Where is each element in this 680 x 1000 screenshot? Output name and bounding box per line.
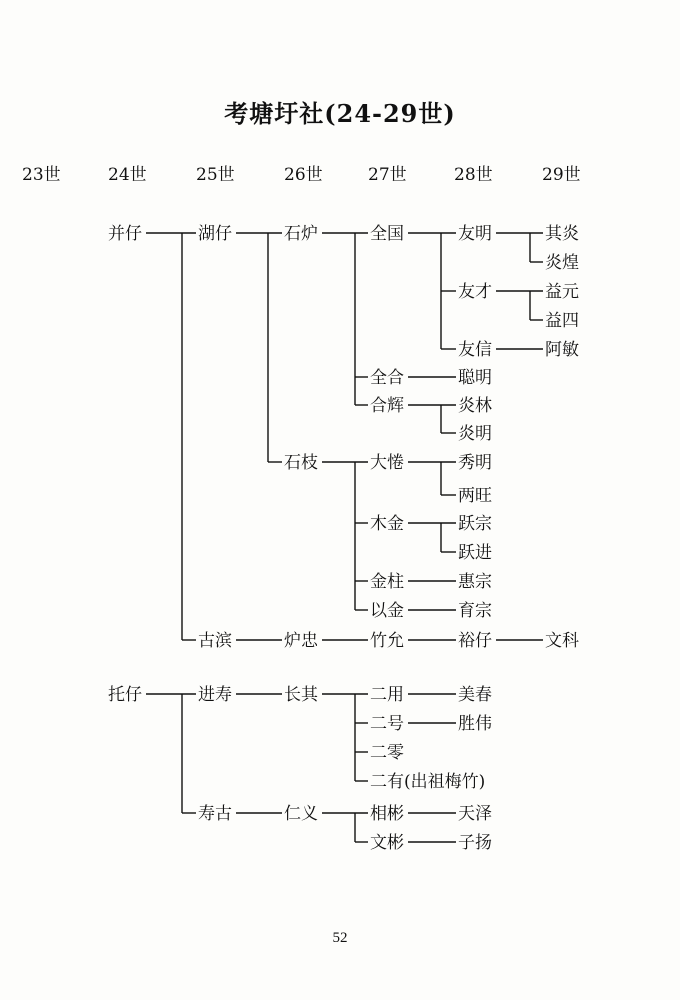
person-name: 益四 [545,311,579,331]
person-name: 胜伟 [458,714,492,734]
person-name: 裕仔 [458,631,492,651]
person-name: 石炉 [284,224,318,244]
generation-header: 24世 [108,165,147,185]
person-name: 益元 [545,282,579,302]
generation-header: 25世 [196,165,235,185]
person-name: 寿古 [198,804,232,824]
generation-header: 26世 [284,165,323,185]
generation-header: 23世 [22,165,61,185]
person-name: 仁义 [284,804,318,824]
person-name: 大惓 [370,453,404,473]
person-name: 友信 [458,340,492,360]
person-name: 文彬 [370,833,404,853]
person-name: 两旺 [458,486,492,506]
person-name: 惠宗 [458,572,492,592]
person-name: 竹允 [370,631,404,651]
person-name: 古滨 [198,631,232,651]
person-name: 炎明 [458,424,492,444]
generation-header: 29世 [542,165,581,185]
person-name: 子扬 [458,833,492,853]
person-name: 其炎 [545,224,579,244]
person-name: 湖仔 [198,224,232,244]
person-name: 美春 [458,685,492,705]
generation-header: 28世 [454,165,493,185]
person-name: 秀明 [458,453,492,473]
page-number: 52 [332,930,348,946]
person-name: 育宗 [458,601,492,621]
person-name: 炎林 [458,396,492,416]
page-title: 考塘圩社(24-29世) [224,99,456,128]
person-name: 文科 [545,631,579,651]
person-name: 二用 [370,685,404,705]
person-name: 全合 [370,368,404,388]
person-name: 二零 [370,743,404,763]
person-name: 全国 [370,224,404,244]
generation-header: 27世 [368,165,407,185]
person-name: 跃宗 [458,514,492,534]
person-name: 二有(出祖梅竹) [370,772,486,792]
person-name: 友明 [458,224,492,244]
person-name: 炉忠 [284,631,318,651]
person-name: 炎煌 [545,253,579,273]
person-name: 以金 [370,601,404,621]
person-name: 并仔 [108,224,142,244]
person-name: 进寿 [198,685,232,705]
person-name: 跃进 [458,543,492,563]
person-name: 天泽 [458,804,492,824]
person-name: 金柱 [370,572,404,592]
person-name: 合辉 [370,396,404,416]
person-name: 二号 [370,714,404,734]
person-name: 聪明 [458,368,492,388]
person-name: 木金 [370,514,404,534]
person-name: 长其 [284,685,318,705]
person-name: 石枝 [284,453,318,473]
person-name: 托仔 [108,685,142,705]
person-name: 阿敏 [545,340,579,360]
person-name: 相彬 [370,804,404,824]
person-name: 友才 [458,282,492,302]
